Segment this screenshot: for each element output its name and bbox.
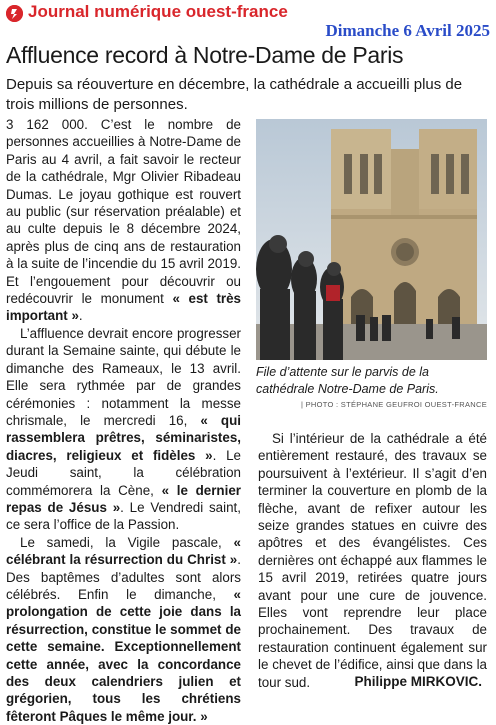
ouest-france-logo-icon <box>6 5 23 22</box>
left-column <box>6 116 241 725</box>
paragraph-4: Si l’intérieur de la cathédrale a été entièrement restauré, des travaux se poursuivent à l’extérieur. Il s’agit d’en terminer la couverture en plomb de la flèche, avant de refixer autour les seize grandes statues en cuivre des apôtres et des évangélistes. Ces dernières ont échappé aux flammes le 15 avril 2019, retirées quatre jours avant pour une cure de jouvence. Elles vont reprendre leur place prochainement. Des travaux de restauration continuent également sur le chevet de l’édifice, ainsi que dans la tour sud. <box>258 431 487 690</box>
photo-caption: File d’attente sur le parvis de la cathédrale Notre-Dame de Paris. <box>256 365 439 396</box>
cathedral-photo <box>256 119 487 360</box>
article-lede: Depuis sa réouverture en décembre, la cathédrale a accueilli plus de trois millions de personnes. <box>6 76 463 113</box>
publication-date: Dimanche 6 Avril 2025 <box>325 21 490 40</box>
photo-credit: | PHOTO : STÉPHANE GEUFROI OUEST-FRANCE <box>300 400 487 409</box>
paragraph-3: Le samedi, la Vigile pascale, « célébrant la résurrection du Christ ». Des baptêmes d’adultes sont alors célébrés. Enfin le dimanche, « prolongation de cette joie dans la résurrection, constitue le sommet de cette semaine. Exceptionnellement cette année, avec la concordance des deux calendriers julien et grégorien, tous les chrétiens fêteront Pâques le même jour. » <box>6 534 241 724</box>
article-title: Affluence record à Notre-Dame de Paris <box>6 42 404 68</box>
paragraph-2: L’affluence devrait encore progresser durant la Semaine sainte, qui débute le dimanche des Rameaux, le 13 avril. Elle sera rythmée par de grandes cérémonies : notamment la messe chrismale, le mercredi 16, « qui rassemblera prêtres, séminaristes, diacres, religieux et fidèles ». Le Jeudi saint, la célébration commémorera la Cène, « le dernier repas de Jésus ». Le Vendredi saint, ce sera l’office de la Passion. <box>6 325 241 533</box>
journal-name[interactable]: Journal numérique ouest-france <box>28 2 288 21</box>
right-column <box>258 430 487 691</box>
paragraph-1: 3 162 000. C’est le nombre de personnes accueillies à Notre-Dame de Paris au 4 avril, a fait savoir le recteur de la cathédrale, Mgr Olivier Ribadeau Dumas. Le joyau gothique est rouvert au public (sur réservation préalable) et au culte depuis le 8 décembre 2024, après plus de cinq ans de restauration à la suite de l’incendie du 15 avril 2019. Et l’engouement pour découvrir ou redécouvrir le monument « est très important ». <box>6 117 242 324</box>
author-signature: Philippe MIRKOVIC. <box>354 674 482 689</box>
